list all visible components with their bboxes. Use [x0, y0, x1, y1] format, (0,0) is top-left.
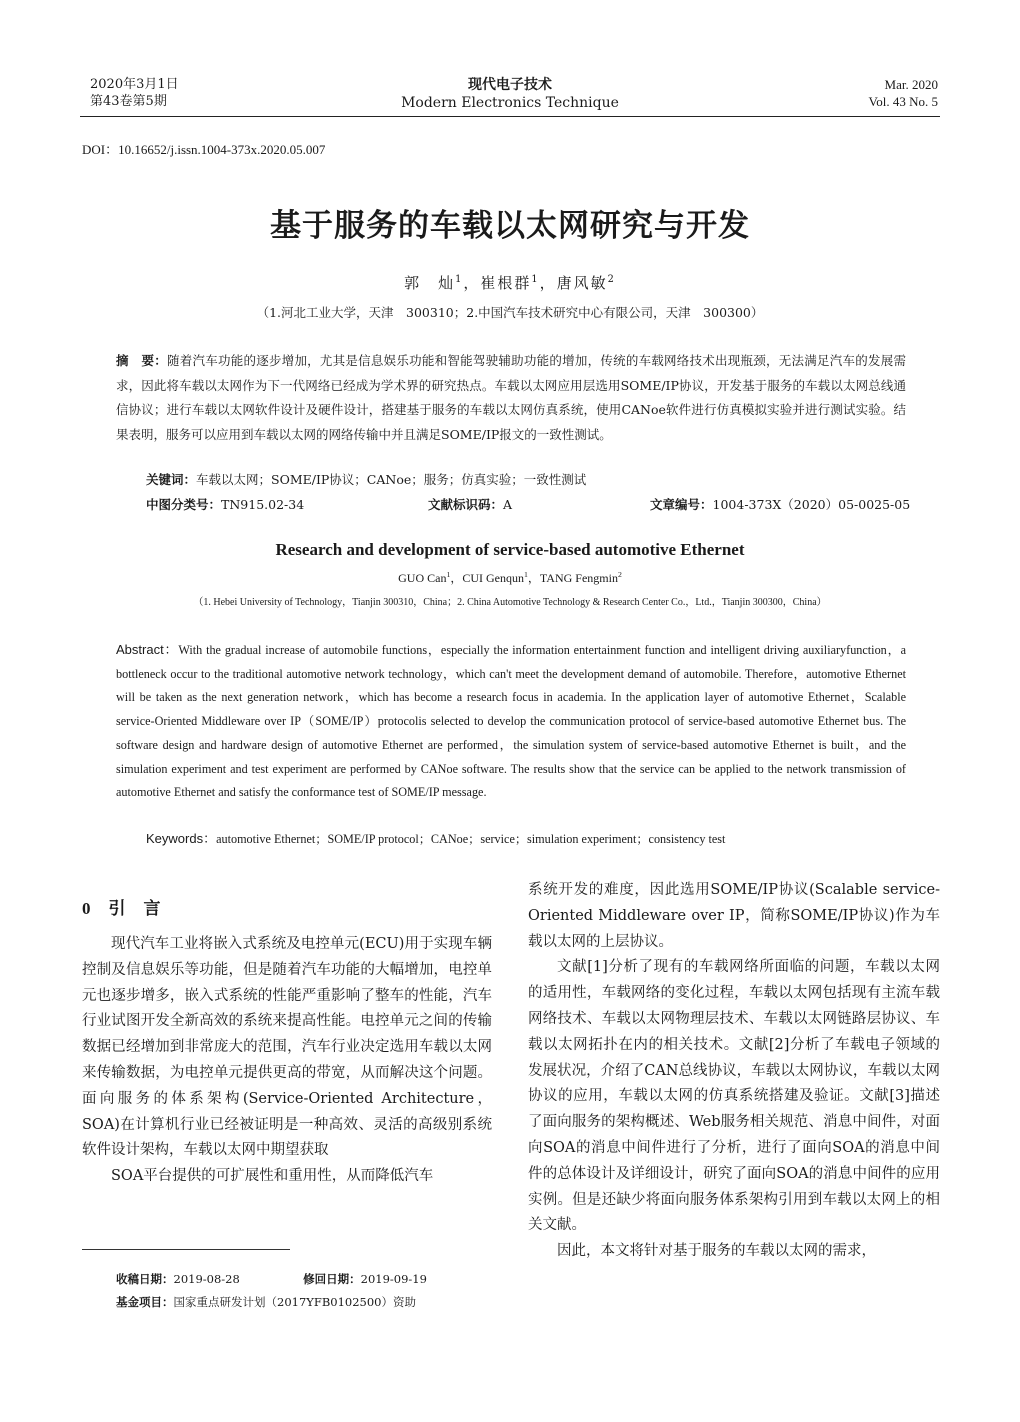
article-number-value: 1004-373X（2020）05-0025-05: [712, 497, 911, 512]
article-number: [650, 495, 910, 513]
keywords-cn-label: 关键词：: [146, 472, 197, 487]
keywords-en-label: Keywords：: [146, 831, 217, 846]
author-affil-mark: 2: [607, 274, 616, 285]
author-affil-mark: 1: [446, 570, 451, 579]
keywords-en: [146, 828, 906, 847]
footnote-fund: [116, 1291, 427, 1314]
author-name: ，崔根群: [463, 274, 532, 292]
abstract-cn-label: 摘 要：: [116, 353, 167, 368]
abstract-en-text: With the gradual increase of automobile functions，especially the information entertainment function and intelligent driving auxiliaryfunction，a bottleneck occur to the traditional automotive network technology，which can't meet the development demand of automobile. Therefore，automotive Ethernet will be taken as the next generation network，which has become a research focus in academia. In the application layer of automotive Ethernet，Scalable service-Oriented Middleware over IP（SOME/IP）protocolis selected to develop the communication protocol of service-based automotive Ethernet bus. The software design and hardware design of automotive Ethernet are performed，the simulation system of service-based automotive Ethernet is built，and the simulation experiment and test experiment are performed by CANoe software. The results show that the service can be applied to the network transmission of automotive Ethernet and satisfy the conformance test of SOME/IP message.: [116, 643, 906, 800]
author-name: 郭 灿: [404, 274, 456, 292]
doc-code-value: A: [503, 497, 513, 512]
author-affil-mark: 1: [531, 274, 540, 285]
authors-cn: [0, 272, 1020, 293]
article-number-label: 文章编号：: [650, 497, 713, 512]
header-date-cn: 2020年3月1日: [90, 77, 179, 92]
footnote: [116, 1268, 427, 1314]
body-column-right: [528, 878, 940, 1265]
clc-label: 中图分类号：: [146, 497, 222, 512]
paper-title-en: Research and development of service-based automotive Ethernet: [275, 540, 745, 559]
body-paragraph: 文献[1]分析了现有的车载网络所面临的问题，车载以太网的适用性，车载网络的变化过程，车载以太网包括现有主流车载网络技术、车载以太网物理层技术、车载以太网链路层协议、车载以太网拓扑在内的相关技术。文献[2]分析了车载电子领域的发展状况，介绍了CAN总线协议，车载以太网协议，车载以太网协议的应用，车载以太网的仿真系统搭建及验证。文献[3]描述了面向服务的架构概述、Web服务相关规范、消息中间件，对面向SOA的消息中间件进行了分析，进行了面向SOA的消息中间件的总体设计及详细设计，研究了面向SOA的消息中间件的应用实例。但是还缺少将面向服务体系架构引用到车载以太网上的相关文献。: [528, 959, 940, 1234]
keywords-cn-text: 车载以太网；SOME/IP协议；CANoe；服务；仿真实验；一致性测试: [196, 472, 587, 487]
header-left: [90, 76, 179, 110]
clc-value: TN915.02-34: [221, 497, 305, 512]
revised-label: 修回日期：: [303, 1272, 361, 1286]
fund-value: 国家重点研发计划（2017YFB0102500）资助: [173, 1295, 417, 1309]
affiliation-cn: （1.河北工业大学，天津 300310；2.中国汽车技术研究中心有限公司，天津 300300）: [256, 305, 764, 320]
header-right: [869, 76, 938, 110]
author-affil-mark: 1: [524, 570, 528, 579]
affiliation-en: （1. Hebei University of Technology，Tianjin 300310，China；2. China Automotive Technology & Research Center Co.，Ltd.，Tianjin 300300，China）: [193, 597, 827, 608]
footnote-divider: [82, 1249, 290, 1250]
header-issue-en: Vol. 43 No. 5: [868, 94, 938, 109]
journal-name-en: Modern Electronics Technique: [401, 95, 619, 111]
abstract-en: [116, 638, 906, 805]
author-affil-mark: 2: [617, 570, 622, 579]
received-label: 收稿日期：: [116, 1272, 174, 1286]
journal-name-cn: 现代电子技术: [468, 77, 552, 93]
author-name-en: ，TANG Fengmin: [527, 571, 618, 585]
fund-label: 基金项目：: [116, 1295, 174, 1309]
abstract-cn: [116, 349, 906, 447]
header-journal: [330, 76, 690, 112]
abstract-en-label: Abstract：: [116, 642, 179, 657]
section-heading: [82, 894, 179, 919]
paper-title-cn: 基于服务的车载以太网研究与开发: [270, 208, 750, 244]
body-column-left: [82, 932, 492, 1190]
header-date-en: Mar. 2020: [884, 77, 938, 92]
authors-en: [0, 569, 1020, 586]
author-name-en: ，CUI Genqun: [450, 571, 525, 585]
author-name: ，唐风敏: [539, 274, 608, 292]
section-number: 0: [82, 899, 91, 918]
received-value: 2019-08-28: [173, 1272, 240, 1286]
revised-value: 2019-09-19: [360, 1272, 427, 1286]
section-title: 引言: [108, 899, 179, 919]
body-paragraph: 因此，本文将针对基于服务的车载以太网的需求，: [557, 1243, 876, 1260]
keywords-cn: [146, 470, 906, 488]
header-issue-cn: 第43卷第5期: [90, 94, 167, 109]
footnote-dates: [116, 1268, 427, 1291]
keywords-en-text: automotive Ethernet；SOME/IP protocol；CANoe；service；simulation experiment；consistency test: [216, 832, 726, 846]
header-divider: [80, 116, 940, 117]
doc-code-label: 文献标识码：: [428, 497, 504, 512]
document-code: [428, 495, 512, 513]
author-name-en: GUO Can: [398, 571, 447, 585]
doi: DOI：10.16652/j.issn.1004-373x.2020.05.007: [82, 142, 326, 157]
body-paragraph: SOA平台提供的可扩展性和重用性，从而降低汽车: [111, 1168, 434, 1185]
body-paragraph: 系统开发的难度，因此选用SOME/IP协议(Scalable service-Oriented Middleware over IP，简称SOME/IP协议)作为车载以太网的上层协议。: [528, 882, 940, 950]
author-affil-mark: 1: [455, 274, 464, 285]
body-paragraph: 现代汽车工业将嵌入式系统及电控单元(ECU)用于实现车辆控制及信息娱乐等功能，但是随着汽车功能的大幅增加，电控单元也逐步增多，嵌入式系统的性能严重影响了整车的性能，汽车行业试图开发全新高效的系统来提高性能。电控单元之间的传输数据已经增加到非常庞大的范围，汽车行业决定选用车载以太网来传输数据，为电控单元提供更高的带宽，从而解决这个问题。面向服务的体系架构(Service-Oriented Architecture，SOA)在计算机行业已经被证明是一种高效、灵活的高级别系统软件设计架构，车载以太网中期望获取: [82, 936, 492, 1159]
abstract-cn-text: 随着汽车功能的逐步增加，尤其是信息娱乐功能和智能驾驶辅助功能的增加，传统的车载网络技术出现瓶颈，无法满足汽车的发展需求，因此将车载以太网作为下一代网络已经成为学术界的研究热点。车载以太网应用层选用SOME/IP协议，开发基于服务的车载以太网总线通信协议；进行车载以太网软件设计及硬件设计，搭建基于服务的车载以太网仿真系统，使用CANoe软件进行仿真模拟实验并进行测试实验。结果表明，服务可以应用到车载以太网的网络传输中并且满足SOME/IP报文的一致性测试。: [116, 353, 906, 442]
clc-number: [146, 495, 304, 513]
